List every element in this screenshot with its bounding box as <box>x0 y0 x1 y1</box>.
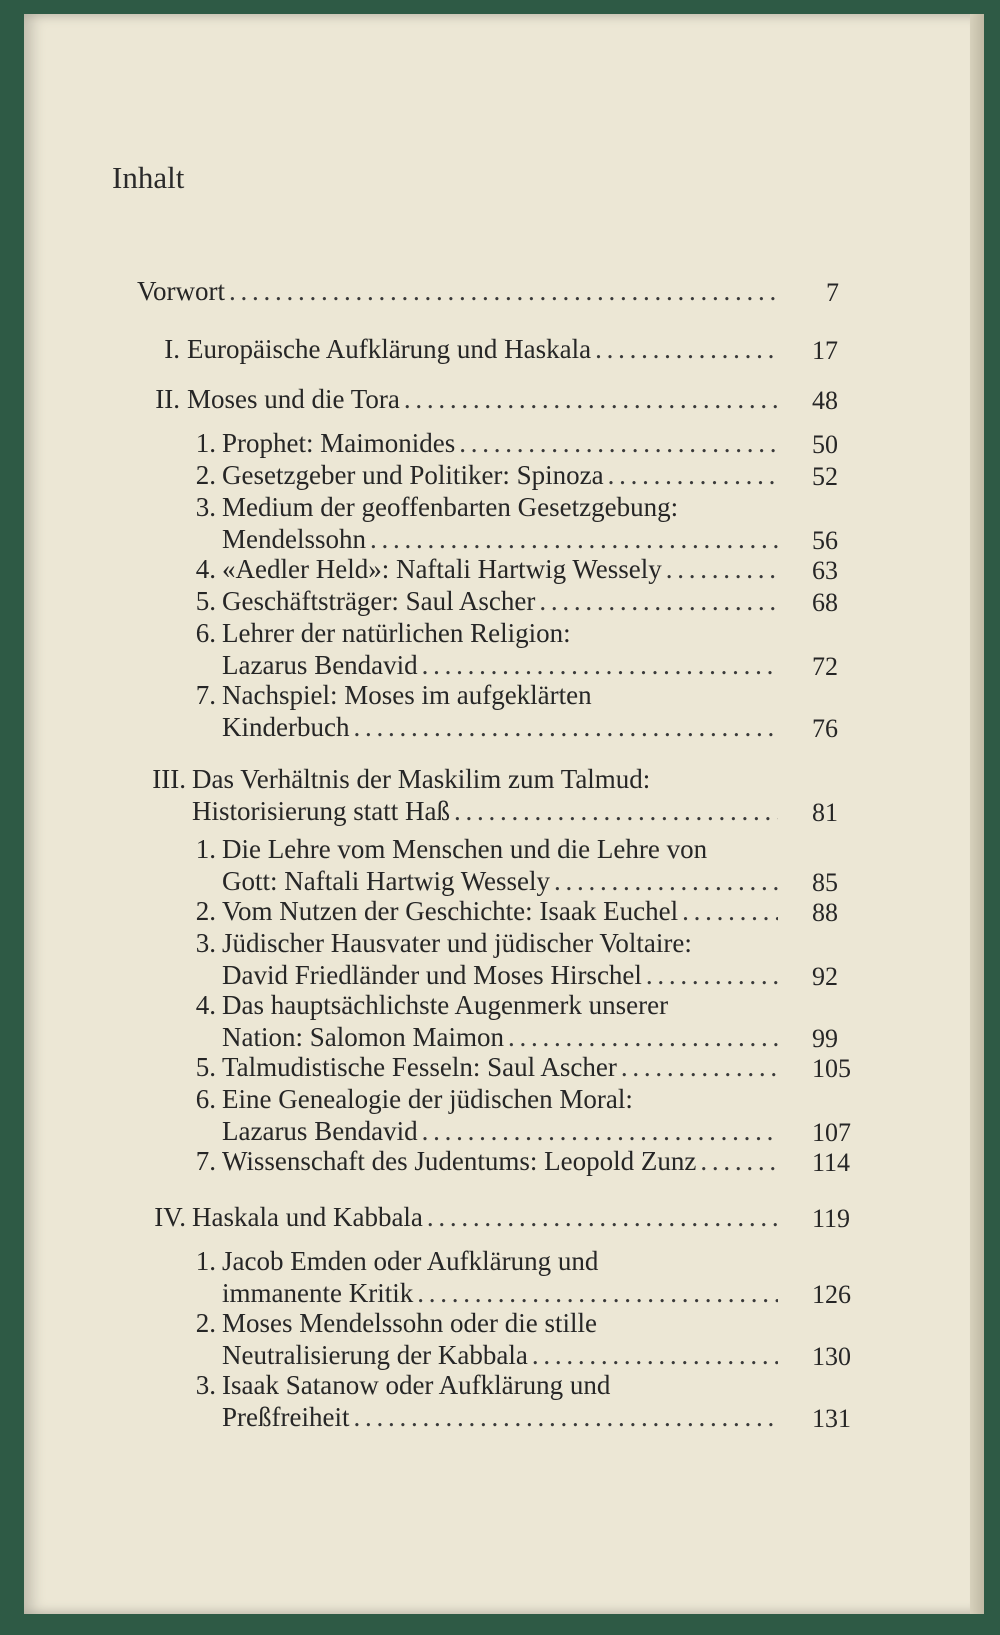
entry-number: 6. <box>195 618 216 648</box>
entry-number: 1. <box>195 428 216 458</box>
dot-leader <box>454 796 778 827</box>
entry-number: 3. <box>195 492 216 522</box>
page-number: 126 <box>812 1280 851 1309</box>
page-number: 130 <box>812 1342 851 1371</box>
page-number: 48 <box>812 386 838 415</box>
entry-title-line: Moses Mendelssohn oder die stille <box>222 1308 597 1338</box>
page-number: 72 <box>812 652 838 681</box>
toc-entry[interactable] <box>222 1402 778 1436</box>
toc-entry[interactable] <box>192 1202 778 1236</box>
entry-number: IV. <box>154 1202 186 1232</box>
entry-title: Europäische Aufklärung und Haskala <box>187 334 592 364</box>
toc-entry[interactable] <box>222 866 778 900</box>
dot-leader <box>229 276 778 307</box>
entry-number: 7. <box>195 1146 216 1176</box>
toc-entry[interactable] <box>222 524 778 558</box>
entry-title: immanente Kritik <box>222 1278 414 1308</box>
dot-leader <box>353 1402 778 1433</box>
page-number: 17 <box>812 336 838 365</box>
entry-title-line: Isaak Satanow oder Aufklärung und <box>222 1370 611 1400</box>
entry-title: Lazarus Bendavid <box>222 650 418 680</box>
page-number: 63 <box>812 556 838 585</box>
entry-number: 6. <box>195 1084 216 1114</box>
toc-entry[interactable] <box>222 460 778 494</box>
toc-entry[interactable] <box>192 796 778 830</box>
toc-entry[interactable] <box>137 276 778 310</box>
dot-leader <box>422 650 778 681</box>
toc-entry[interactable] <box>222 1116 778 1150</box>
entry-title: Neutralisierung der Kabbala <box>222 1340 528 1370</box>
toc-entry[interactable] <box>222 960 778 994</box>
dot-leader <box>404 384 778 415</box>
entry-title: Vorwort <box>137 276 226 306</box>
entry-title: «Aedler Held»: Naftali Hartwig Wessely <box>222 554 662 584</box>
entry-title-line: Das Verhältnis der Maskilim zum Talmud: <box>192 764 651 794</box>
entry-number: 4. <box>195 554 216 584</box>
page-number: 105 <box>812 1054 851 1083</box>
dot-leader <box>422 1116 778 1147</box>
entry-title: Vom Nutzen der Geschichte: Isaak Euchel <box>222 896 679 926</box>
dot-leader <box>666 554 778 585</box>
entry-title: Historisierung statt Haß <box>192 796 450 826</box>
toc-entry[interactable] <box>222 554 778 588</box>
page-number: 131 <box>812 1404 851 1433</box>
toc-entry[interactable] <box>222 1022 778 1056</box>
page-number: 119 <box>812 1204 851 1233</box>
page-number: 107 <box>812 1118 851 1147</box>
toc-entry[interactable] <box>222 650 778 684</box>
dot-leader <box>608 460 778 491</box>
toc-entry[interactable] <box>222 1340 778 1374</box>
dot-leader <box>508 1022 778 1053</box>
entry-number: 4. <box>195 990 216 1020</box>
entry-title: Geschäftsträger: Saul Ascher <box>222 586 536 616</box>
dot-leader <box>700 1146 778 1177</box>
toc-entry[interactable] <box>222 428 778 462</box>
dot-leader <box>459 428 778 459</box>
entry-title-line: Jacob Emden oder Aufklärung und <box>222 1246 599 1276</box>
toc-entry[interactable] <box>222 586 778 620</box>
dot-leader <box>353 712 778 743</box>
entry-title-line: Nachspiel: Moses im aufgeklärten <box>222 680 592 710</box>
toc-entry[interactable] <box>187 334 778 368</box>
dot-leader <box>621 1052 778 1083</box>
entry-title: Gott: Naftali Hartwig Wessely <box>222 866 551 896</box>
page-number: 85 <box>812 868 838 897</box>
toc-entry[interactable] <box>222 1146 778 1180</box>
page-number: 50 <box>812 430 838 459</box>
dot-leader <box>532 1340 778 1371</box>
page-number: 99 <box>812 1024 838 1053</box>
entry-title: Gesetzgeber und Politiker: Spinoza <box>222 460 604 490</box>
entry-number: 5. <box>195 586 216 616</box>
page-number: 88 <box>812 898 838 927</box>
dot-leader <box>595 334 778 365</box>
dot-leader <box>370 524 778 555</box>
entry-title: Kinderbuch <box>222 712 350 742</box>
toc-entry[interactable] <box>222 1278 778 1312</box>
entry-title: Nation: Salomon Maimon <box>222 1022 504 1052</box>
toc-entry[interactable] <box>222 712 778 746</box>
page-number: 68 <box>812 588 838 617</box>
entry-number: I. <box>164 334 180 364</box>
page-number: 7 <box>826 278 839 307</box>
entry-number: 2. <box>195 896 216 926</box>
entry-number: 5. <box>195 1052 216 1082</box>
entry-title-line: Eine Genealogie der jüdischen Moral: <box>222 1084 633 1114</box>
entry-title: David Friedländer und Moses Hirschel <box>222 960 642 990</box>
entry-title: Moses und die Tora <box>187 384 400 414</box>
page-number: 92 <box>812 962 838 991</box>
dot-leader <box>554 866 778 897</box>
page-number: 76 <box>812 714 838 743</box>
entry-title: Haskala und Kabbala <box>192 1202 423 1232</box>
entry-number: 3. <box>195 928 216 958</box>
entry-number: 3. <box>195 1370 216 1400</box>
entry-title-line: Jüdischer Hausvater und jüdischer Voltaire: <box>222 928 692 958</box>
entry-number: III. <box>152 764 186 794</box>
page-number: 56 <box>812 526 838 555</box>
entry-title: Talmudistische Fesseln: Saul Ascher <box>222 1052 617 1082</box>
entry-number: 1. <box>195 1246 216 1276</box>
entry-title: Mendelssohn <box>222 524 366 554</box>
entry-title-line: Die Lehre vom Menschen und die Lehre von <box>222 834 708 864</box>
page-number: 52 <box>812 462 838 491</box>
dot-leader <box>646 960 778 991</box>
entry-title: Wissenschaft des Judentums: Leopold Zunz <box>222 1146 697 1176</box>
dot-leader <box>539 586 778 617</box>
page-edge <box>970 14 984 1614</box>
entry-number: 2. <box>195 460 216 490</box>
entry-title: Lazarus Bendavid <box>222 1116 418 1146</box>
toc-entry[interactable] <box>187 384 778 418</box>
dot-leader <box>417 1278 778 1309</box>
entry-number: 7. <box>195 680 216 710</box>
entry-title-line: Medium der geoffenbarten Gesetzgebung: <box>222 492 679 522</box>
page-number: 81 <box>812 798 838 827</box>
entry-number: 2. <box>195 1308 216 1338</box>
entry-title: Prophet: Maimonides <box>222 428 456 458</box>
entry-number: 1. <box>195 834 216 864</box>
toc-entry[interactable] <box>222 1052 778 1086</box>
entry-title-line: Lehrer der natürlichen Religion: <box>222 618 571 648</box>
page-number: 114 <box>812 1148 851 1177</box>
dot-leader <box>427 1202 778 1233</box>
entry-number: II. <box>155 384 180 414</box>
entry-title-line: Das hauptsächlichste Augenmerk unserer <box>222 990 669 1020</box>
entry-title: Preßfreiheit <box>222 1402 350 1432</box>
dot-leader <box>682 896 778 927</box>
toc-entry[interactable] <box>222 896 778 930</box>
page-title: Inhalt <box>112 160 185 195</box>
